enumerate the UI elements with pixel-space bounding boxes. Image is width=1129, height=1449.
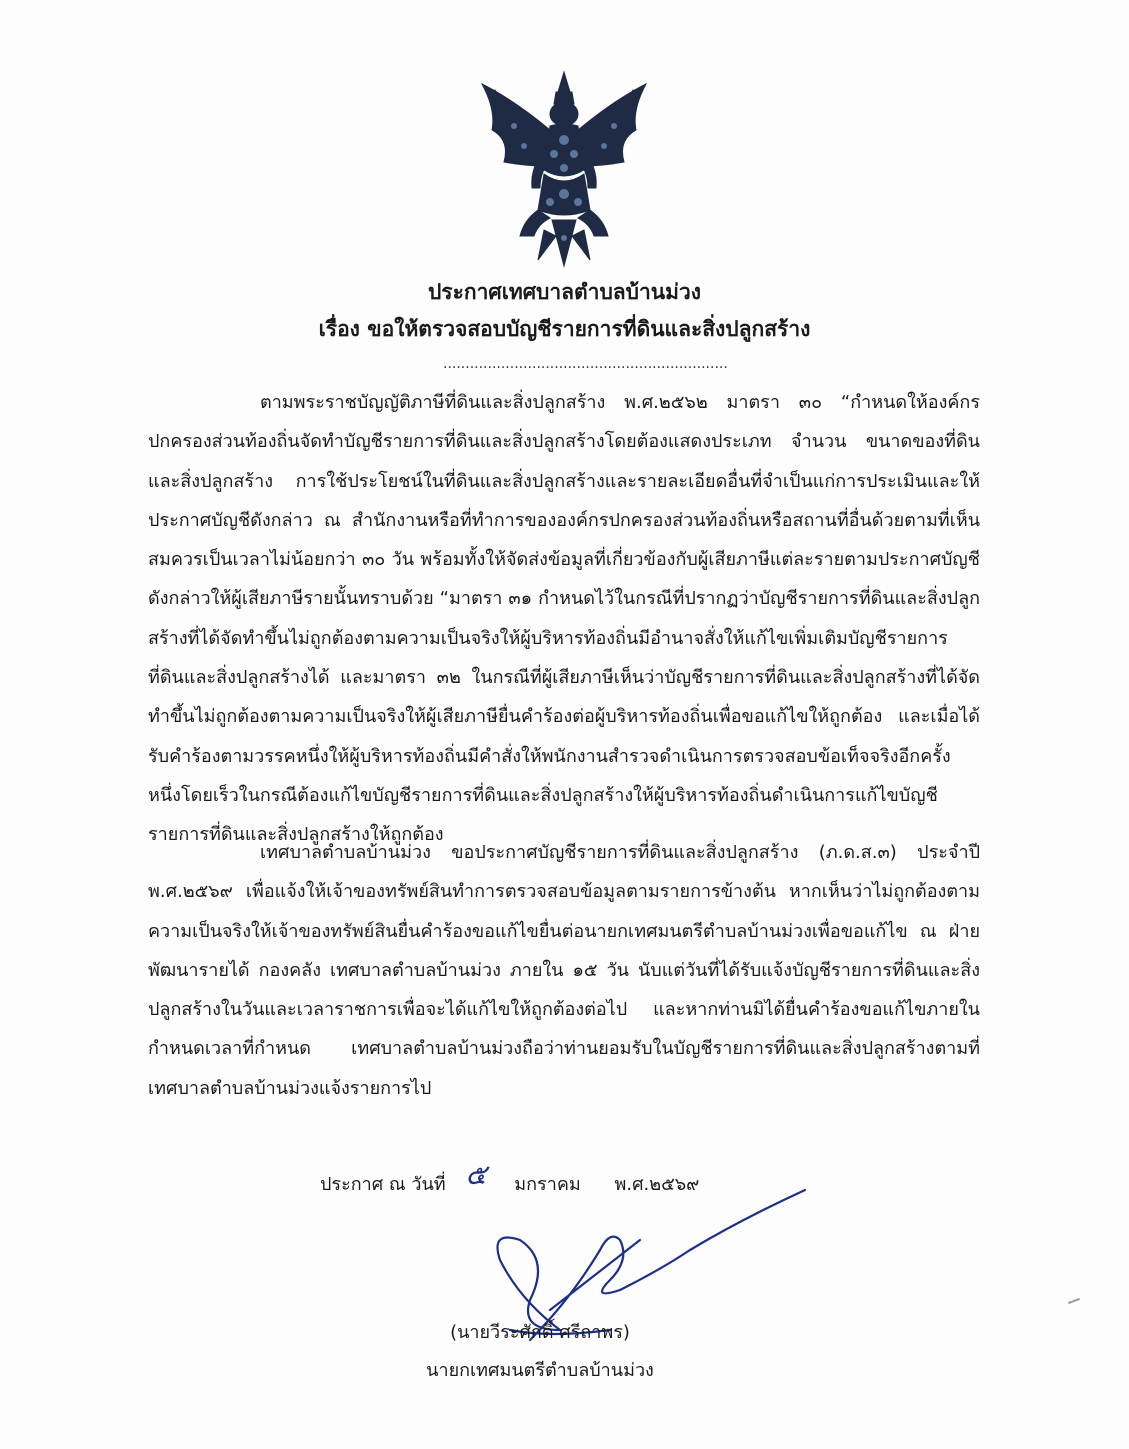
garuda-emblem <box>474 70 654 270</box>
paper-speck <box>1068 1298 1080 1304</box>
announcement-subject: เรื่อง ขอให้ตรวจสอบบัญชีรายการที่ดินและสิ่งปลูกสร้าง <box>318 317 811 341</box>
announce-prefix: ประกาศ ณ วันที่ <box>320 1174 446 1195</box>
signer-name: (นายวีระศักดิ์ ศรีถาพร) <box>450 1322 630 1343</box>
announce-month: มกราคม <box>514 1174 581 1195</box>
announce-year: พ.ศ.๒๕๖๙ <box>614 1174 700 1195</box>
signer-position: นายกเทศมนตรีตำบลบ้านม่วง <box>426 1360 654 1381</box>
announcement-title: ประกาศเทศบาลตำบลบ้านม่วง <box>427 280 702 304</box>
title-separator: ................................................................ <box>443 356 728 372</box>
body-paragraph-2: เทศบาลตำบลบ้านม่วง ขอประกาศบัญชีรายการที่ดินและสิ่งปลูกสร้าง (ภ.ด.ส.๓) ประจำปี พ.ศ.๒๕๖๙ เพื่อแจ้งให้เจ้าของทรัพย์สินทำการตรวจสอบข้อมูลตามรายการข้างต้น หากเห็นว่าไม่ถูกต้องตามความเป็นจริงให้เจ้าของทรัพย์สินยื่นคำร้องขอแก้ไขยื่นต่อนายกเทศมนตรีตำบลบ้านม่วงเพื่อขอแก้ไข ณ ฝ่ายพัฒนารายได้ กองคลัง เทศบาลตำบลบ้านม่วง ภายใน ๑๕ วัน นับแต่วันที่ได้รับแจ้งบัญชีรายการที่ดินและสิ่งปลูกสร้างในวันและเวลาราชการเพื่อจะได้แก้ไขให้ถูกต้องต่อไป และหากท่านมิได้ยื่นคำร้องขอแก้ไขภายในกำหนดเวลาที่กำหนด เทศบาลตำบลบ้านม่วงถือว่าท่านยอมรับในบัญชีรายการที่ดินและสิ่งปลูกสร้างตามที่เทศบาลตำบลบ้านม่วงแจ้งรายการไป <box>148 842 980 1099</box>
handwritten-day: ๕ <box>465 1158 487 1191</box>
body-paragraph-1: ตามพระราชบัญญัติภาษีที่ดินและสิ่งปลูกสร้าง พ.ศ.๒๕๖๒ มาตรา ๓๐ “กำหนดให้องค์กรปกครองส่วนท้องถิ่นจัดทำบัญชีรายการที่ดินและสิ่งปลูกสร้างโดยต้องแสดงประเภท จำนวน ขนาดของที่ดินและสิ่งปลูกสร้าง การใช้ประโยชน์ในที่ดินและสิ่งปลูกสร้างและรายละเอียดอื่นที่จำเป็นแก่การประเมินและให้ประกาศบัญชีดังกล่าว ณ สำนักงานหรือที่ทำการขององค์กรปกครองส่วนท้องถิ่นหรือสถานที่อื่นด้วยตามที่เห็นสมควรเป็นเวลาไม่น้อยกว่า ๓๐ วัน พร้อมทั้งให้จัดส่งข้อมูลที่เกี่ยวข้องกับผู้เสียภาษีแต่ละรายตามประกาศบัญชีดังกล่าวให้ผู้เสียภาษีรายนั้นทราบด้วย “มาตรา ๓๑ กำหนดไว้ในกรณีที่ปรากฏว่าบัญชีรายการที่ดินและสิ่งปลูกสร้างที่ได้จัดทำขึ้นไม่ถูกต้องตามความเป็นจริงให้ผู้บริหารท้องถิ่นมีอำนาจสั่งให้แก้ไขเพิ่มเติมบัญชีรายการที่ดินและสิ่งปลูกสร้างได้ และมาตรา ๓๒ ในกรณีที่ผู้เสียภาษีเห็นว่าบัญชีรายการที่ดินและสิ่งปลูกสร้างที่ได้จัดทำขึ้นไม่ถูกต้องตามความเป็นจริงให้ผู้เสียภาษียื่นคำร้องต่อผู้บริหารท้องถิ่นเพื่อขอแก้ไขให้ถูกต้อง และเมื่อได้รับคำร้องตามวรรคหนึ่งให้ผู้บริหารท้องถิ่นมีคำสั่งให้พนักงานสำรวจดำเนินการตรวจสอบข้อเท็จจริงอีกครั้งหนึ่งโดยเร็วในกรณีต้องแก้ไขบัญชีรายการที่ดินและสิ่งปลูกสร้างให้ผู้บริหารท้องถิ่นดำเนินการแก้ไขบัญชีรายการที่ดินและสิ่งปลูกสร้างให้ถูกต้อง <box>148 392 980 846</box>
